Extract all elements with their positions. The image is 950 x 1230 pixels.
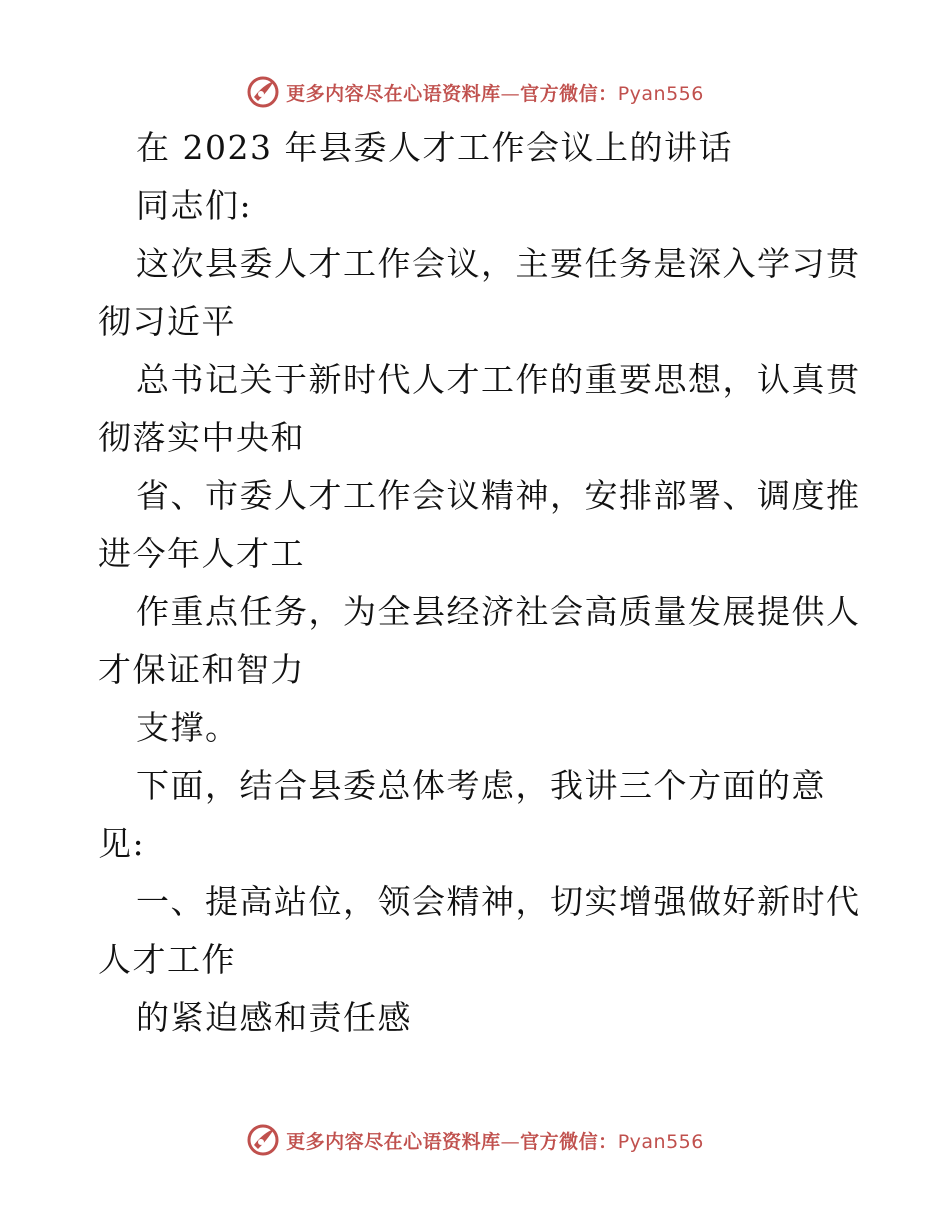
watermark-text — [286, 79, 704, 106]
paragraph-line: 作重点任务，为全县经济社会高质量发展提供人 — [136, 592, 861, 631]
header-watermark — [0, 72, 950, 112]
paragraph-line: 总书记关于新时代人才工作的重要思想，认真贯 — [136, 360, 861, 399]
quill-logo-icon — [246, 75, 280, 109]
watermark-main: 更多内容尽在心语资料库 — [286, 1130, 501, 1153]
paragraph-line: 这次县委人才工作会议，主要任务是深入学习贯 — [136, 244, 861, 283]
paragraph-line: 彻习近平 — [98, 302, 236, 341]
watermark-wechat-id: Pyan556 — [617, 1130, 704, 1153]
paragraph-line: 进今年人才工 — [98, 534, 305, 573]
section-heading-line: 人才工作 — [98, 940, 236, 979]
document-title: 在 2023 年县委人才工作会议上的讲话 — [136, 128, 733, 167]
watermark-text — [286, 1127, 704, 1154]
paragraph-line: 才保证和智力 — [98, 650, 305, 689]
salutation: 同志们: — [136, 186, 253, 225]
watermark-wechat-label: 官方微信： — [520, 82, 618, 105]
watermark-separator: — — [500, 1130, 521, 1153]
watermark-wechat-label: 官方微信： — [520, 1130, 618, 1153]
paragraph-line: 下面，结合县委总体考虑，我讲三个方面的意 — [136, 766, 826, 805]
footer-watermark — [0, 1120, 950, 1160]
paragraph-line: 省、市委人才工作会议精神，安排部署、调度推 — [136, 476, 861, 515]
section-heading-line: 一、提高站位，领会精神，切实增强做好新时代 — [136, 882, 861, 921]
paragraph-line: 见: — [98, 824, 146, 863]
watermark-wechat-id: Pyan556 — [617, 82, 704, 105]
watermark-main: 更多内容尽在心语资料库 — [286, 82, 501, 105]
paragraph-line: 支撑。 — [136, 708, 240, 747]
paragraph-line: 彻落实中央和 — [98, 418, 305, 457]
quill-logo-icon — [246, 1123, 280, 1157]
section-heading-line: 的紧迫感和责任感 — [136, 998, 412, 1037]
watermark-separator: — — [500, 82, 521, 105]
